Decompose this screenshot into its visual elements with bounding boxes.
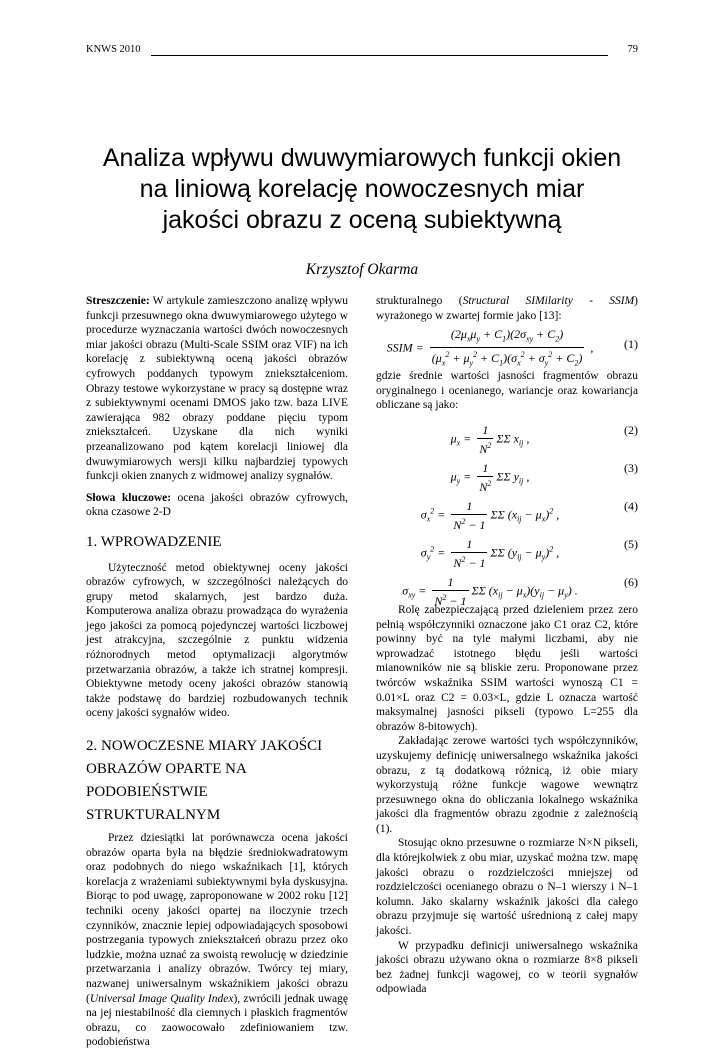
page-number: 79 — [627, 44, 638, 55]
title-line: na liniową korelację nowoczesnych miar — [139, 175, 585, 203]
keywords-text: ocena jakości obrazów cyfrowych, okna czasowe 2-D — [86, 491, 348, 519]
paragraph-constants: Rolę zabezpieczającą przed dzieleniem przez zero pełnią współczynniki oznaczone jako C1 oraz C2, które powinny być na tyle małymi liczbami, aby nie wprowadzać istotnego błędu jeśli wartości mianowników nie są bliskie zeru. Proponowane przez twórców wskaźnika SSIM wartości wynoszą C1 = 0.01×L oraz C2 = 0.03×L, gdzie L oznacza wartość maksymalnej jasności pikseli (typowo L=255 dla obrazów 8-bitowych). — [376, 603, 638, 733]
journal-name: KNWS 2010 — [86, 44, 141, 55]
paragraph-window: Stosując okno przesuwne o rozmiarze N×N pikseli, dla którejkolwiek z obu miar, uzyskać można tzw. mapę jakości obrazu o rozdzielczości mniejszej od rozdzielczości ocenianego obrazu o N–1 wierszy i N–1 kolumn. Jako skalarny wskaźnik jakości dla całego obrazu przyjmuje się wartość uśrednioną z całej mapy jakości. — [376, 837, 638, 938]
equation-6: $\sigma_{xy}$ = $\frac{1}{N^2 - 1}$ ΣΣ $(x_{ij} - \mu_x)(y_{ij} - \mu_y)$ . (6) — [402, 574, 638, 608]
abstract — [86, 294, 348, 484]
keywords-label: Słowa kluczowe: — [86, 491, 172, 504]
author: Krzysztof Okarma — [305, 261, 419, 278]
abstract-label: Streszczenie: — [86, 295, 150, 307]
paragraph-definition: W przypadku definicji uniwersalnego wskaźnika jakości obrazu używano okna o rozmiarze 8×8 pikseli bez żadnej funkcji wagowej, co w teorii sygnałów odpowiada — [376, 939, 638, 996]
ssim-intro: strukturalnego (Structural SIMilarity - SSIM) wyrażonego w zwartej formie jako [13]: — [376, 295, 638, 322]
title-line: Analiza wpływu dwuwymiarowych funkcji okien — [102, 144, 622, 172]
section-1-body: Użyteczność metod obiektywnej oceny jakości obrazów cyfrowych, w szczególności należących do grupy metod skalarnych, jest bardzo duża. Komputerowa analiza obrazu prowadząca do wyrażenia jego jakości za pomocą pojedynczej wartości liczbowej jest atrakcyjna, szczególnie z punktu widzenia różnorodnych metod optymalizacji algorytmów przetwarzania obrazów, a także ich stratnej kompresji. Obiektywne metody oceny jakości obrazów stanowią także podstawę do bardziej rozbudowanych technik oceny jakości sygnałów wideo. — [86, 561, 348, 720]
equation-2: $\mu_x$ = $\frac{1}{N^2}$ ΣΣ $x_{ij}$ , (2) — [450, 422, 638, 456]
keywords — [86, 491, 348, 520]
equation-5: $\sigma_y^2$ = $\frac{1}{N^2 - 1}$ ΣΣ $(y_{ij} - \mu_y)^2$ , (5) — [420, 536, 638, 570]
paper-title — [86, 143, 638, 236]
equation-1: SSIM = $\frac{(2\mu_x\mu_y + C_1)(2\sigma_{xy} + C_2)}{(\mu_x^2 + \mu_y^2 + C_1)(\sigma_x^2 + \sigma_y^2 + C_2)}$ , (1) — [386, 327, 638, 368]
section-2-heading: 2. NOWOCZESNE MIARY JAKOŚCI OBRAZÓW OPARTE NA PODOBIEŃSTWIE STRUKTURALNYM — [86, 738, 323, 824]
right-column — [376, 294, 638, 997]
section-1-heading: 1. WPROWADZENIE — [86, 533, 222, 550]
page-header — [86, 44, 638, 58]
equation-4: $\sigma_x^2$ = $\frac{1}{N^2 - 1}$ ΣΣ $(x_{ij} - \mu_x)^2$ , (4) — [420, 498, 638, 532]
title-line: jakości obrazu z oceną subiektywną — [162, 206, 562, 234]
header-rule — [151, 55, 608, 56]
equation-description: gdzie średnie wartości jasności fragmentów obrazu oryginalnego i ocenianego, wariancje oraz kowariancja obliczane są jako: — [376, 370, 638, 412]
abstract-text: W artykule zamieszczono analizę wpływu funkcji przesuwnego okna dwuwymiarowego użytego w procedurze wyznaczania wartości dwóch nowoczesnych miar jakości obrazu (Multi-Scale SSIM oraz VIF) na ich korelację z subiektywną oceną jakości obrazów cyfrowych poddanych typowym zniekształceniom. Obrazy testowe wykorzystane w pracy są dostępne wraz z subiektywnymi ocenami DMOS jako tzw. baza LIVE zawierająca 982 obrazy poddane pięciu typom zniekształceń. Uzyskane dla nich wyniki przeanalizowano pod kątem korelacji liniowej dla dwuwymiarowych wersji kilku najbardziej typowych funkcji okien znanych z widmowej analizy sygnałów. — [86, 295, 348, 483]
left-column — [86, 294, 348, 1050]
paragraph-uiqi: Zakładając zerowe wartości tych współczynników, uzyskujemy definicję uniwersalnego wskaźnika jakości obrazu, z tą dodatkową różnicą, iż obie miary wykorzystują różne funkcje wagowe wewnątrz przesuwnego okna do obliczania lokalnego wskaźnika jakości dla fragmentów obrazu zgodnie z zależnością (1). — [376, 735, 638, 835]
equation-3: $\mu_y$ = $\frac{1}{N^2}$ ΣΣ $y_{ij}$ , (3) — [450, 460, 638, 494]
section-2-body: Przez dziesiątki lat porównawcza ocena jakości obrazów oparta była na błędzie średniokwadratowym oraz podobnych do niego wskaźnikach [1], których korelacja z wrażeniami subiektywnymi była dyskusyjna. Biorąc to pod uwagę, zaproponowane w 2002 roku [12] techniki oceny jakości opartej na iloczynie trzech czynników, znacznie lepiej odpowiadających sposobowi postrzegania typowych zniekształceń obrazu przez oko ludzkie, można uznać za swoistą rewolucję w dziedzinie przetwarzania i analizy obrazów. Twórcy tej miary, nazwanej uniwersalnym wskaźnikiem jakości obrazu (Universal Image Quality Index), zwrócili jednak uwagę na jej niestabilność dla ciemnych i płaskich fragmentów obrazu, co zaowocowało zdefiniowaniem tzw. podobieństwa — [86, 832, 348, 1049]
